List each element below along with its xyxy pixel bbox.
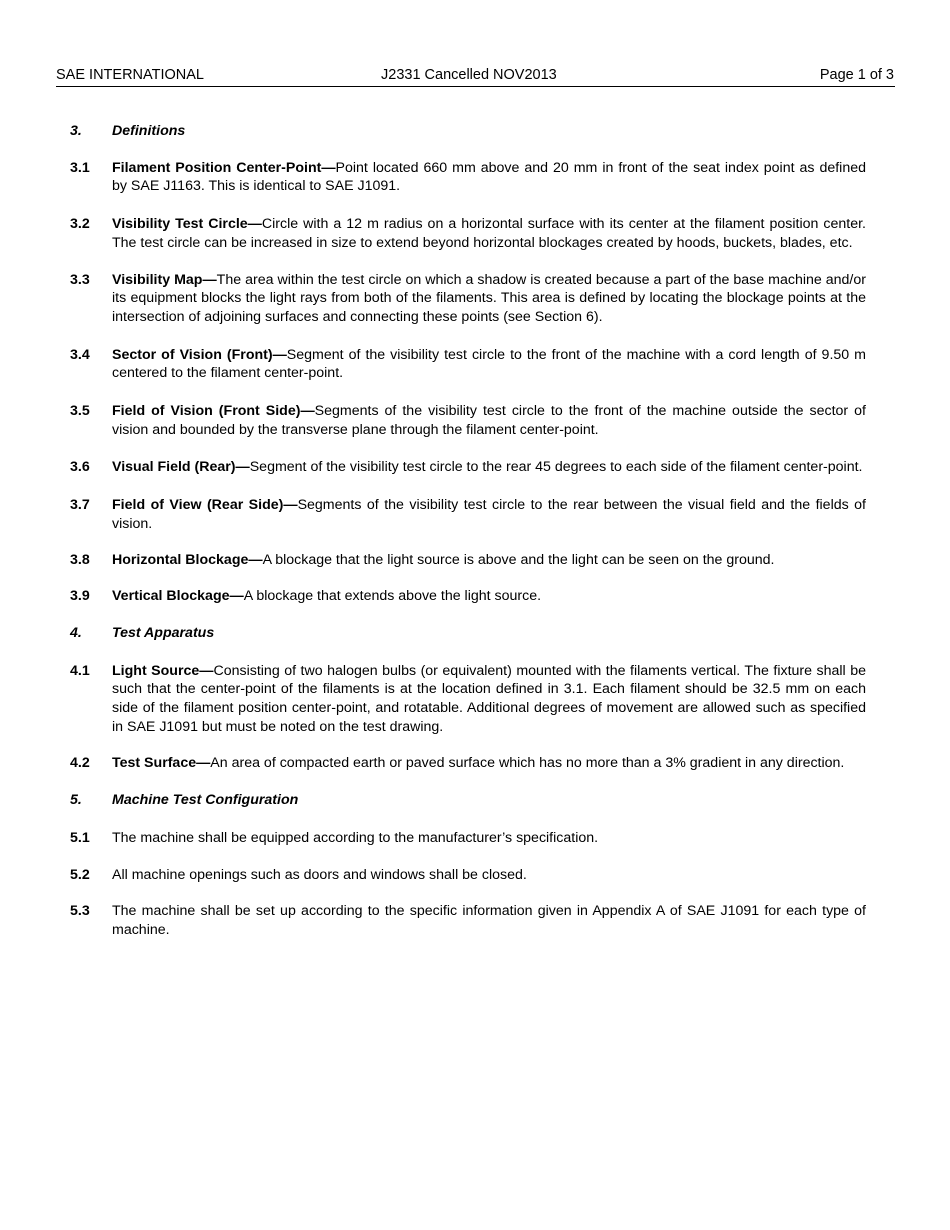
definition-3-5	[70, 402, 866, 439]
section-number: 3.	[70, 123, 82, 139]
term: Sector of Vision (Front)—	[112, 346, 287, 363]
definition-3-6	[70, 458, 866, 477]
definition-3-7	[70, 496, 866, 533]
definition-3-1	[70, 159, 866, 196]
definition-text: A blockage that the light source is above and the light can be seen on the ground.	[262, 551, 775, 568]
item-number: 3.6	[70, 459, 90, 476]
definition-text: Segment of the visibility test circle to the front of the machine with a cord length of 9.50 m centered to the filament center-point.	[112, 346, 866, 382]
term: Field of View (Rear Side)—	[112, 497, 298, 514]
term: Visibility Test Circle—	[112, 216, 262, 233]
definition-text: Circle with a 12 m radius on a horizontal surface with its center at the filament position center. The test circle can be increased in size to extend beyond horizontal blockages created by hoods, buckets, blades, etc.	[112, 216, 866, 251]
term: Filament Position Center-Point—	[112, 159, 336, 176]
definition-text: A blockage that extends above the light source.	[243, 588, 542, 605]
item-number: 4.2	[70, 755, 90, 772]
definition-text: Point located 660 mm above and 20 mm in front of the seat index point as defined by SAE J1163. This is identical to SAE J1091.	[112, 159, 866, 195]
item-number: 3.8	[70, 551, 90, 568]
item-number: 3.3	[70, 271, 90, 288]
item-number: 3.5	[70, 403, 90, 420]
term: Horizontal Blockage—	[112, 551, 263, 568]
header-document-id: J2331 Cancelled NOV2013	[381, 67, 557, 83]
definition-text: Segments of the visibility test circle to the rear between the visual field and the fields of vision.	[112, 497, 867, 532]
term: Test Surface—	[112, 755, 211, 772]
section-heading-machine-test-configuration	[70, 791, 866, 810]
item-number: 3.4	[70, 346, 90, 363]
term: Visual Field (Rear)—	[112, 459, 250, 476]
section-number: 4.	[70, 624, 82, 641]
section-heading-definitions	[70, 122, 866, 141]
term: Visibility Map—	[112, 271, 217, 288]
item-4-1	[70, 662, 866, 737]
item-number: 5.3	[70, 903, 90, 920]
item-5-2	[70, 866, 866, 885]
document-body	[70, 122, 866, 940]
item-5-1	[70, 829, 866, 848]
item-text: The machine shall be set up according to the specific information given in Appendix A of SAE J1091 for each type of machine.	[112, 903, 866, 938]
header-organization: SAE INTERNATIONAL	[56, 67, 204, 83]
term: Field of Vision (Front Side)—	[112, 403, 315, 420]
page-header	[56, 66, 895, 87]
item-number: 3.2	[70, 216, 90, 233]
item-number: 5.1	[70, 829, 90, 846]
definition-3-9	[70, 587, 866, 606]
item-number: 3.7	[70, 497, 90, 514]
item-text: The machine shall be equipped according to the manufacturer’s specification.	[112, 829, 599, 846]
definition-text: An area of compacted earth or paved surface which has no more than a 3% gradient in any direction.	[210, 755, 845, 772]
item-4-2	[70, 754, 866, 773]
definition-3-2	[70, 215, 866, 252]
term: Light Source—	[112, 662, 214, 679]
definition-3-8	[70, 551, 866, 570]
section-title: Test Apparatus	[112, 624, 215, 641]
term: Vertical Blockage—	[112, 588, 244, 605]
definition-3-4	[70, 346, 866, 383]
item-text: All machine openings such as doors and windows shall be closed.	[112, 866, 527, 883]
definition-text: Consisting of two halogen bulbs (or equivalent) mounted with the filaments vertical. The fixture shall be such that the center-point of the filaments is at the location defined in 3.1. Each filament should be 32.5 mm on each side of the filament position center-point, and rotatable. Additional degrees of movement are allowed such as specified in SAE J1091 but must be noted on the test drawing.	[112, 662, 866, 735]
item-number: 4.1	[70, 662, 90, 679]
section-number: 5.	[70, 792, 82, 809]
item-5-3	[70, 902, 866, 939]
header-page-number: Page 1 of 3	[819, 67, 894, 83]
section-title: Machine Test Configuration	[112, 792, 299, 809]
section-heading-test-apparatus	[70, 624, 866, 643]
item-number: 3.9	[70, 588, 90, 605]
definition-text: The area within the test circle on which a shadow is created because a part of the base machine and/or its equipment blocks the light rays from both of the filaments. This area is defined by locating the blockage points at the intersection of adjoining surfaces and connecting these points (see Section 6).	[112, 271, 866, 325]
section-title: Definitions	[112, 123, 186, 139]
definition-text: Segment of the visibility test circle to the rear 45 degrees to each side of the filament center-point.	[249, 459, 863, 476]
definition-3-3	[70, 271, 866, 327]
item-number: 5.2	[70, 866, 90, 883]
definition-text: Segments of the visibility test circle to the front of the machine outside the sector of vision and bounded by the transverse plane through the filament center-point.	[112, 403, 866, 438]
item-number: 3.1	[70, 159, 90, 176]
